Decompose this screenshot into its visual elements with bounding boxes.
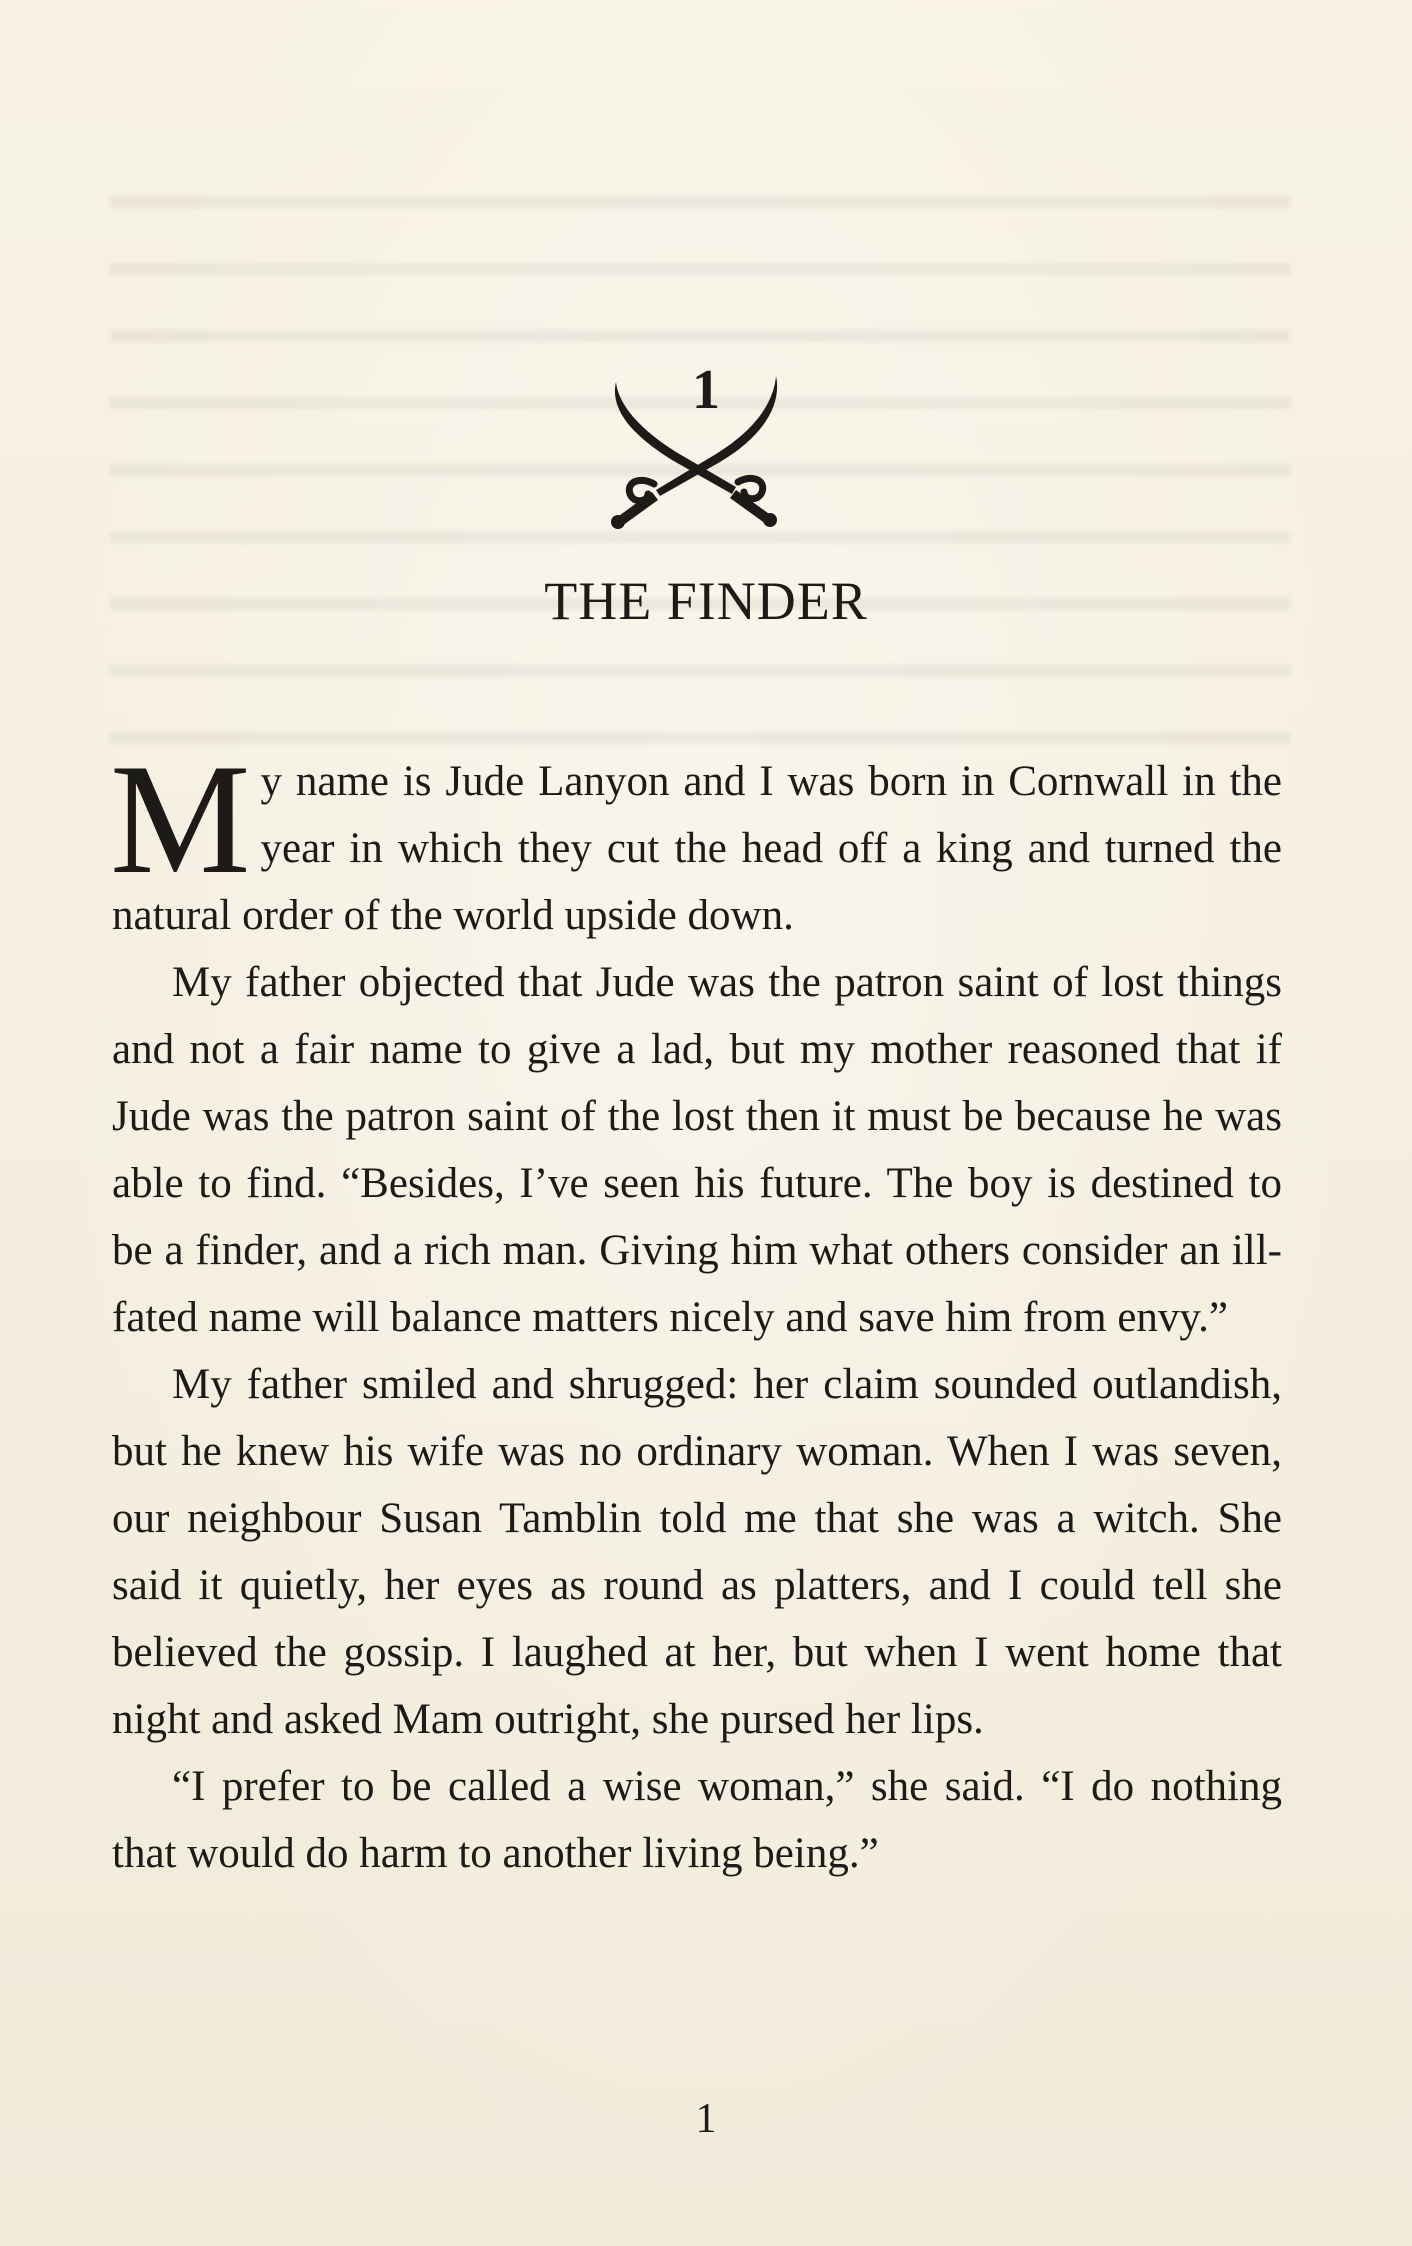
paragraph: My father smiled and shrugged: her claim sounded outlandish, but he knew his wife was no ordinary woman. When I was seven, our neighbour Susan Tamblin told me that she was a witch. She said it quietly, her eyes as round as platters, and I could tell she believed the gossip. I laughed at her, but when I went home that night and asked Mam outright, she pursed her lips. xyxy=(112,1361,1282,1743)
drop-cap: M xyxy=(110,732,251,907)
paragraph xyxy=(110,732,1282,949)
page-number: 1 xyxy=(695,2096,717,2142)
paragraph: My father objected that Jude was the patron saint of lost things and not a fair name to give a lad, but my mother reasoned that if Jude was the patron saint of the lost then it must be because he was able to find. “Besides, I’ve seen his future. The boy is destined to be a finder, and a rich man. Giving him what others consider an ill-fated name will balance matters nicely and save him from envy.” xyxy=(112,959,1282,1341)
paragraph-text: y name is Jude Lanyon and I was born in Cornwall in the year in which they cut the head off a king and turned the natural order of the world upside down. xyxy=(112,758,1282,939)
paragraph: “I prefer to be called a wise woman,” she said. “I do nothing that would do harm to another living being.” xyxy=(112,1763,1282,1877)
chapter-title: THE FINDER xyxy=(544,571,868,631)
chapter-number: 1 xyxy=(692,359,720,421)
chapter-body xyxy=(110,732,1282,1887)
